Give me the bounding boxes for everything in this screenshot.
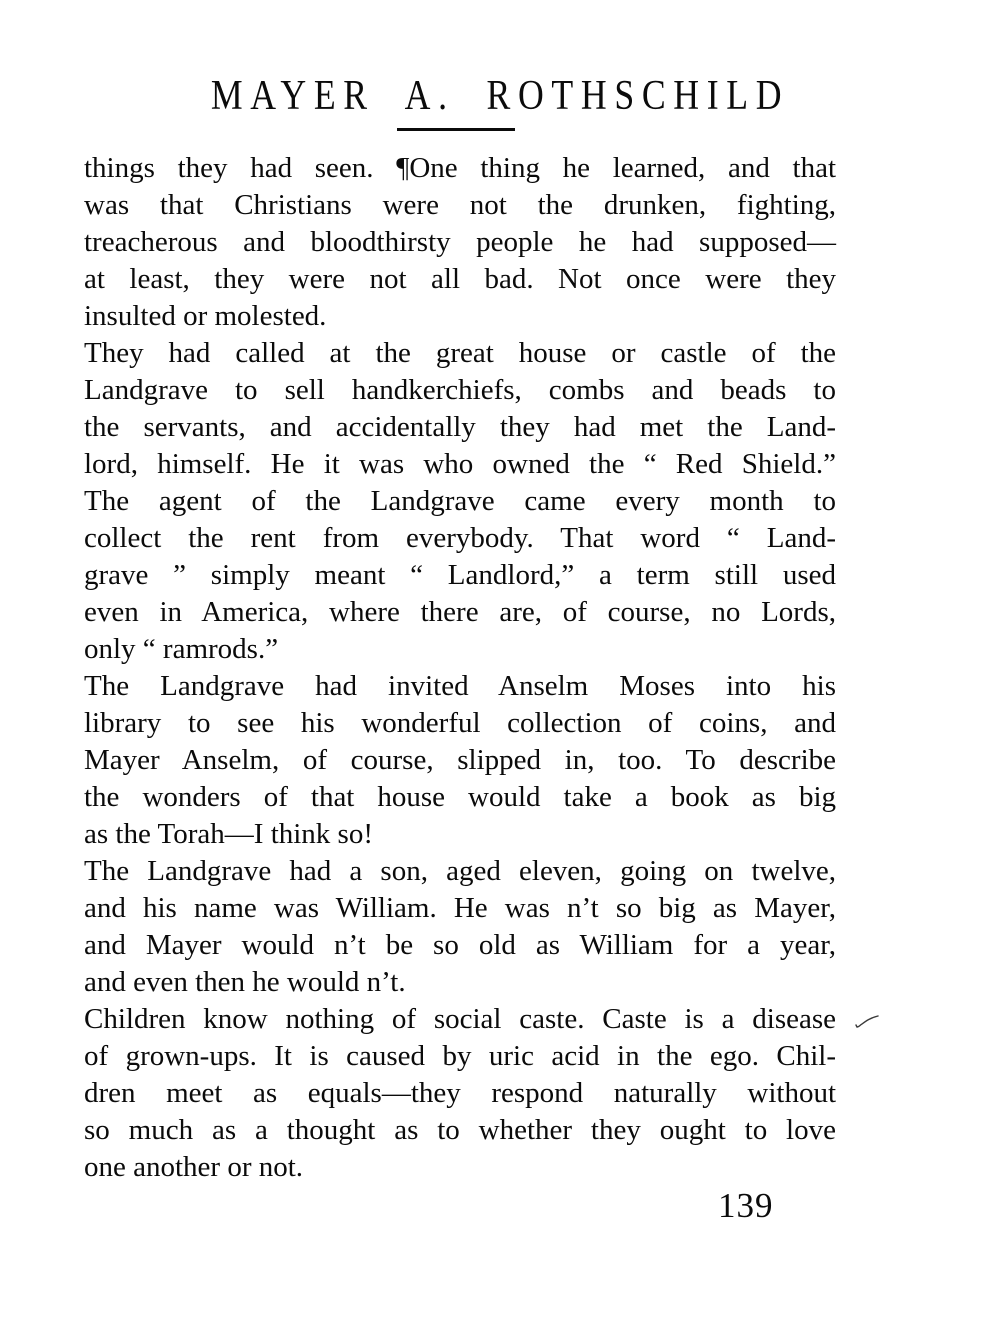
title-divider [397,128,515,131]
text-line: and Mayer would n’t be so old as William for a year, [84,929,836,961]
text-line: at least, they were not all bad. Not once were they [84,263,836,295]
text-line: treacherous and bloodthirsty people he had supposed— [84,226,836,258]
text-line: insulted or molested. [84,300,327,332]
text-line: only “ ramrods.” [84,633,279,665]
text-line: of grown-ups. It is caused by uric acid in the ego. Chil- [84,1040,836,1072]
text-line: Children know nothing of social caste. Caste is a disease [84,1003,836,1035]
text-line: the wonders of that house would take a book as big [84,781,836,813]
text-line: grave ” simply meant “ Landlord,” a term still used [84,559,836,591]
text-line: collect the rent from everybody. That word “ Land- [84,522,836,554]
page-title: MAYER A. ROTHSCHILD [210,73,790,119]
text-line: dren meet as equals—they respond naturally without [84,1077,836,1109]
text-line: The agent of the Landgrave came every month to [84,485,836,517]
text-line: library to see his wonderful collection of coins, and [84,707,836,739]
page-number: 139 [718,1186,774,1225]
text-line: Landgrave to sell handkerchiefs, combs and beads to [84,374,836,406]
text-line: The Landgrave had invited Anselm Moses into his [84,670,836,702]
text-line: so much as a thought as to whether they ought to love [84,1114,836,1146]
text-line: and even then he would n’t. [84,966,406,998]
text-line: the servants, and accidentally they had met the Land- [84,411,836,443]
pen-mark-icon [854,1012,880,1030]
body-text [84,150,836,1186]
text-line: was that Christians were not the drunken, fighting, [84,189,836,221]
text-line: even in America, where there are, of course, no Lords, [84,596,836,628]
text-line: They had called at the great house or castle of the [84,337,836,369]
text-line: things they had seen. ¶One thing he learned, and that [84,152,836,184]
text-line: and his name was William. He was n’t so big as Mayer, [84,892,836,924]
text-line: The Landgrave had a son, aged eleven, going on twelve, [84,855,836,887]
text-line: Mayer Anselm, of course, slipped in, too. To describe [84,744,836,776]
text-line: as the Torah—I think so! [84,818,373,850]
text-line: lord, himself. He it was who owned the “ Red Shield.” [84,448,836,480]
text-line: one another or not. [84,1151,304,1183]
